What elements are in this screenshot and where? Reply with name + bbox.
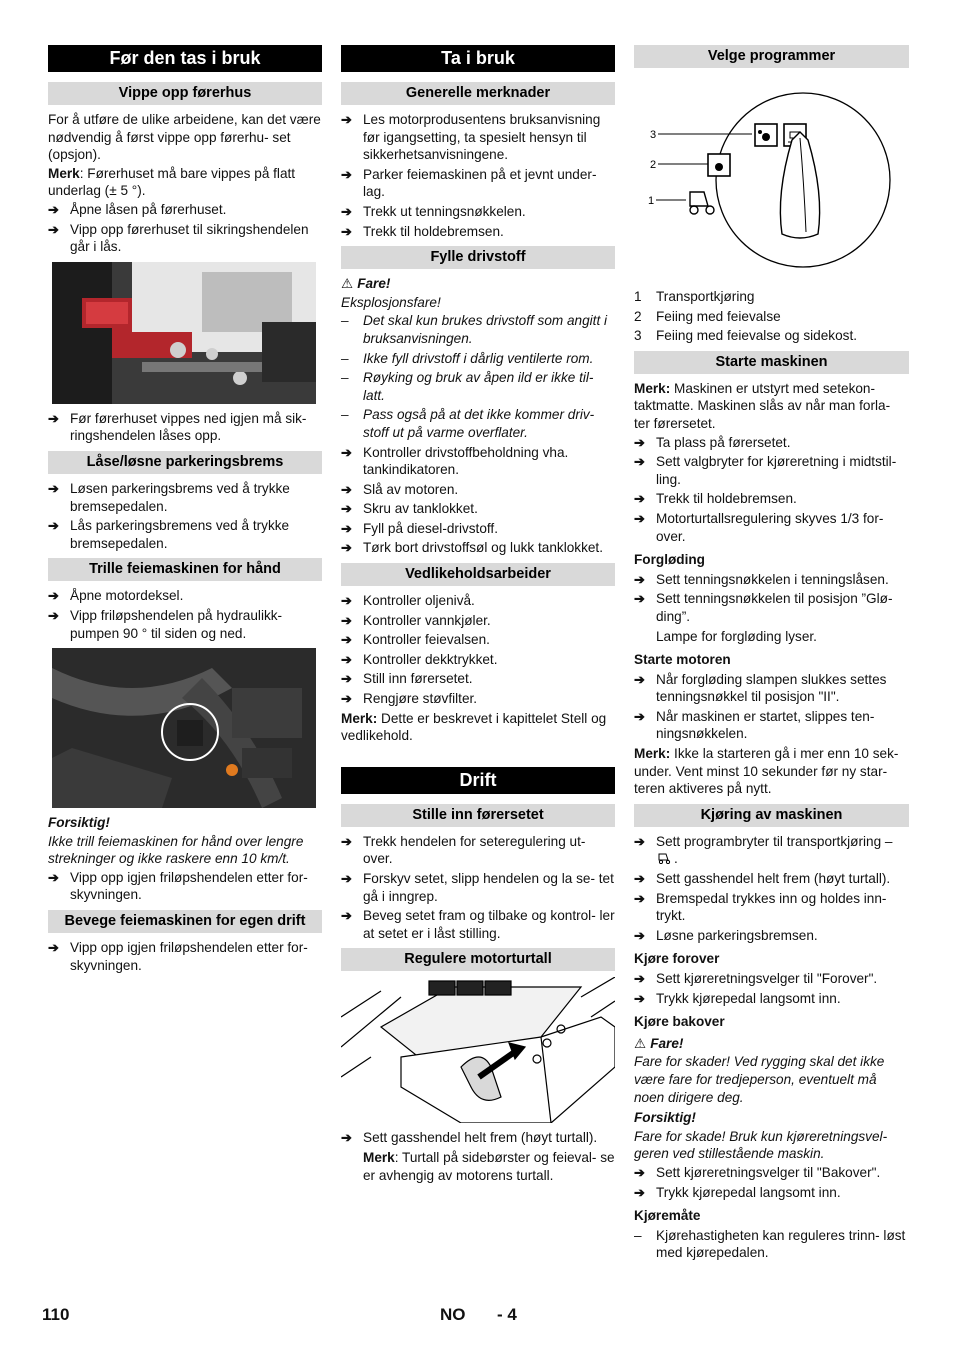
photo-cab-safety-lever (52, 262, 316, 404)
arrow-right-icon: ➔ (341, 593, 352, 609)
arrow-right-icon: ➔ (634, 510, 645, 526)
heading-parking-brake: Låse/løsne parkeringsbrems (48, 451, 322, 474)
heading-select-program: Velge programmer (634, 45, 909, 68)
danger-label: ⚠ Fare! (341, 276, 391, 292)
list-item: ➔ Sett tenningsnøkkelen til posisjon ”Glø- ding”. (634, 591, 893, 624)
section-title-start-up: Ta i bruk (341, 45, 615, 72)
list-item: ➔ Sett kjøreretningsvelger til "Bakover". (634, 1164, 881, 1180)
heading-maintenance: Vedlikeholdsarbeider (341, 563, 615, 586)
arrow-right-icon: ➔ (341, 612, 352, 628)
arrow-right-icon: ➔ (48, 201, 59, 217)
sweeping-brush-side-icon (755, 124, 777, 146)
note: Merk: Maskinen er utstyrt med setekon- taktmatte. Maskinen slås av når man forla- ter førersetet. (634, 380, 891, 431)
note: Merk: Ikke la starteren gå i mer enn 10 sek- under. Vent minst 10 sekunder før ny star- teren aktiveres på nytt. (634, 746, 899, 797)
page-number: 110 (42, 1305, 70, 1324)
legend-item: 2 Feiing med feievalse (634, 308, 781, 324)
heading-refuel: Fylle drivstoff (341, 246, 615, 269)
illustration-throttle-lever (341, 977, 615, 1123)
note: Merk: Turtall på sidebørster og feieval- se er avhengig av motorens turtall. (363, 1149, 615, 1183)
list-item: ➔ Sett tenningsnøkkelen i tenningslåsen. (634, 571, 889, 587)
list-item: ➔ Motorturtallsregulering skyves 1/3 for- over. (634, 510, 884, 544)
list-item: – Pass også på at det ikke kommer driv- stoff ut på varme overflater. (341, 407, 595, 440)
list-item: ➔ Vipp opp igjen friløpshendelen etter for- skyvningen. (48, 869, 308, 903)
list-item: ➔ Sett programbryter til transportkjøring – . (634, 833, 893, 867)
transport-drive-icon (656, 852, 674, 864)
column-3 (634, 45, 909, 1264)
sweeping-roller-icon (708, 154, 730, 176)
column-1 (48, 45, 322, 976)
list-item: ➔ Kontroller feievalsen. (341, 632, 490, 648)
list-item: ➔ Trykk kjørepedal langsomt inn. (634, 990, 841, 1006)
arrow-right-icon: ➔ (48, 221, 59, 237)
arrow-right-icon: ➔ (634, 1164, 645, 1180)
caution-text: Ikke trill feiemaskinen for hånd over lengre strekninger og ikke raskere enn 10 km/t. (48, 833, 304, 867)
arrow-right-icon: ➔ (48, 410, 59, 426)
subheading-preheat: Forgløding (634, 552, 705, 568)
arrow-right-icon: ➔ (634, 1184, 645, 1200)
language-code: NO (440, 1305, 466, 1324)
list-item: ➔ Når maskinen er startet, slippes ten- ningsnøkkelen. (634, 708, 875, 742)
danger-label: ⚠ Fare! (634, 1035, 684, 1051)
caution-label: Forsiktig! (48, 815, 110, 831)
arrow-right-icon: ➔ (341, 651, 352, 667)
heading-general-notes: Generelle merknader (341, 82, 615, 105)
list-item: ➔ Sett gasshendel helt frem (høyt turtall). (341, 1130, 598, 1146)
list-item: ➔ Løsne parkeringsbremsen. (634, 927, 818, 943)
arrow-right-icon: ➔ (341, 908, 352, 924)
arrow-right-icon: ➔ (634, 833, 645, 849)
arrow-right-icon: ➔ (634, 571, 645, 587)
heading-start-machine: Starte maskinen (634, 351, 909, 374)
legend-item: 1 Transportkjøring (634, 289, 755, 304)
arrow-right-icon: ➔ (634, 671, 645, 687)
list-item: ➔ Rengjøre støvfilter. (341, 691, 478, 707)
arrow-right-icon: ➔ (48, 518, 59, 534)
section-title-before-use: Før den tas i bruk (48, 45, 322, 72)
arrow-right-icon: ➔ (341, 166, 352, 182)
subheading-driving-mode: Kjøremåte (634, 1208, 701, 1224)
paragraph: Lampe for forgløding lyser. (656, 628, 817, 644)
list-item: ➔ Still inn førersetet. (341, 671, 473, 687)
paragraph: For å utføre de ulike arbeidene, kan det være nødvendig å først vippe opp førerhu- set (opsjon). (48, 112, 321, 163)
transport-drive-icon (690, 192, 714, 214)
arrow-right-icon: ➔ (341, 223, 352, 239)
list-item: ➔ Beveg setet fram og tilbake og kontrol- ler at setet er i låst stilling. (341, 908, 615, 941)
subheading-start-engine: Starte motoren (634, 652, 731, 668)
list-item: ➔ Forskyv setet, slipp hendelen og la se- tet gå i inngrep. (341, 871, 614, 904)
list-item: ➔ Kontroller vannkjøler. (341, 612, 491, 628)
arrow-right-icon: ➔ (341, 632, 352, 648)
arrow-right-icon: ➔ (341, 203, 352, 219)
list-item: ➔ Trekk hendelen for seteregulering ut- over. (341, 833, 586, 867)
list-item: ➔ Sett kjøreretningsvelger til "Forover". (634, 971, 878, 986)
sub-page-number: - 4 (497, 1305, 517, 1324)
arrow-right-icon: ➔ (48, 607, 59, 623)
list-item: ➔ Åpne låsen på førerhuset. (48, 201, 227, 217)
list-item: ➔ Skru av tanklokket. (341, 501, 478, 517)
subheading-drive-forward: Kjøre forover (634, 951, 720, 967)
arrow-right-icon: ➔ (48, 940, 59, 956)
callout-1: 1 (648, 195, 655, 207)
list-item: ➔ Kontroller dekktrykket. (341, 651, 498, 667)
callout-3: 3 (650, 129, 657, 141)
note: Merk: Førerhuset må bare vippes på flatt underlag (± 5 °). (48, 165, 296, 199)
arrow-right-icon: ➔ (341, 520, 352, 536)
column-2 (341, 45, 615, 1185)
list-item: ➔ Kontroller oljenivå. (341, 593, 475, 609)
arrow-right-icon: ➔ (341, 691, 352, 707)
arrow-right-icon: ➔ (634, 971, 645, 986)
list-item: ➔ Sett valgbryter for kjøreretning i midtstil- ling. (634, 454, 897, 487)
list-item: ➔ Bremspedal trykkes inn og holdes inn- trykt. (634, 890, 887, 924)
heading-driving: Kjøring av maskinen (634, 804, 909, 827)
arrow-right-icon: ➔ (634, 591, 645, 607)
list-item: ➔ Løsen parkeringsbrems ved å trykke bremsepedalen. (48, 480, 290, 514)
arrow-right-icon: ➔ (341, 444, 352, 460)
arrow-right-icon: ➔ (634, 708, 645, 724)
program-selector-dial (634, 74, 909, 284)
arrow-right-icon: ➔ (48, 588, 59, 604)
note: Merk: Dette er beskrevet i kapittelet Stell og vedlikehold. (341, 710, 607, 744)
arrow-right-icon: ➔ (634, 871, 645, 887)
list-item: ➔ Les motorprodusentens bruksanvisning før igangsetting, ta spesielt hensyn til sikkerhetsanvisningene. (341, 112, 601, 163)
list-item: ➔ Åpne motordeksel. (48, 588, 184, 604)
arrow-right-icon: ➔ (341, 112, 352, 127)
list-item: ➔ Trekk ut tenningsnøkkelen. (341, 203, 526, 219)
heading-adjust-seat: Stille inn førersetet (341, 804, 615, 827)
list-item: ➔ Ta plass på førersetet. (634, 434, 791, 450)
danger-text: Fare for skader! Ved rygging skal det ikke være fare for tredjeperson, eventuelt må noen dirigere deg. (634, 1054, 885, 1105)
warning-triangle-icon: ⚠ (634, 1035, 647, 1051)
arrow-right-icon: ➔ (634, 454, 645, 470)
warning-triangle-icon: ⚠ (341, 276, 354, 292)
danger-text: Eksplosjonsfare! (341, 294, 441, 310)
caution-label: Forsiktig! (634, 1110, 696, 1126)
list-item: – Ikke fyll drivstoff i dårlig ventilerte rom. (341, 350, 594, 366)
arrow-right-icon: ➔ (634, 434, 645, 450)
list-item: ➔ Vipp opp igjen friløpshendelen etter for- skyvningen. (48, 940, 308, 973)
list-item: ➔ Sett gasshendel helt frem (høyt turtall). (634, 871, 891, 887)
list-item: ➔ Når forgløding slampen slukkes settes tenningsnøkkel til posisjon "II". (634, 671, 887, 705)
arrow-right-icon: ➔ (634, 890, 645, 906)
subheading-drive-reverse: Kjøre bakover (634, 1014, 725, 1030)
caution-text: Fare for skade! Bruk kun kjøreretningsvel- geren ved stillestående maskin. (634, 1128, 888, 1162)
photo-hydraulic-pump (52, 648, 316, 808)
arrow-right-icon: ➔ (341, 1130, 352, 1146)
list-item: ➔ Trekk til holdebremsen. (341, 223, 504, 239)
list-item: ➔ Trykk kjørepedal langsomt inn. (634, 1184, 841, 1200)
arrow-right-icon: ➔ (341, 501, 352, 517)
heading-push-by-hand: Trille feiemaskinen for hånd (48, 558, 322, 581)
list-item: ➔ Lås parkeringsbremens ved å trykke bremsepedalen. (48, 518, 290, 551)
arrow-right-icon: ➔ (634, 927, 645, 943)
callout-2: 2 (650, 159, 657, 171)
arrow-right-icon: ➔ (48, 869, 59, 885)
list-item: ➔ Før førerhuset vippes ned igjen må sik- ringshendelen låses opp. (48, 410, 307, 444)
arrow-right-icon: ➔ (341, 671, 352, 687)
arrow-right-icon: ➔ (634, 491, 645, 507)
list-item: – Kjørehastigheten kan reguleres trinn- løst med kjørepedalen. (634, 1227, 906, 1261)
heading-engine-speed: Regulere motorturtall (341, 948, 615, 971)
list-item: ➔ Tørk bort drivstoffsøl og lukk tanklokket. (341, 540, 603, 556)
arrow-right-icon: ➔ (341, 871, 352, 886)
arrow-right-icon: ➔ (341, 833, 352, 849)
section-title-operation: Drift (341, 767, 615, 794)
legend-item: 3 Feiing med feievalse og sidekost. (634, 328, 857, 344)
list-item: ➔ Slå av motoren. (341, 481, 459, 497)
list-item: ➔ Vipp friløpshendelen på hydraulikk- pumpen 90 ° til siden og ned. (48, 607, 283, 641)
list-item: ➔ Trekk til holdebremsen. (634, 491, 797, 507)
list-item: ➔ Fyll på diesel-drivstoff. (341, 520, 498, 536)
heading-tilt-cab: Vippe opp førerhus (48, 82, 322, 105)
list-item: ➔ Vipp opp førerhuset til sikringshendelen går i lås. (48, 221, 309, 255)
list-item: ➔ Parker feiemaskinen på et jevnt under- lag. (341, 166, 597, 200)
arrow-right-icon: ➔ (48, 480, 59, 496)
arrow-right-icon: ➔ (341, 540, 352, 556)
list-item: – Røyking og bruk av åpen ild er ikke til- latt. (341, 370, 594, 403)
arrow-right-icon: ➔ (341, 481, 352, 497)
list-item: ➔ Kontroller drivstoffbeholdning vha. tankindikatoren. (341, 444, 569, 478)
list-item: – Det skal kun brukes drivstoff som angitt i bruksanvisningen. (341, 313, 608, 346)
heading-self-drive: Bevege feiemaskinen for egen drift (48, 910, 322, 933)
arrow-right-icon: ➔ (634, 990, 645, 1006)
